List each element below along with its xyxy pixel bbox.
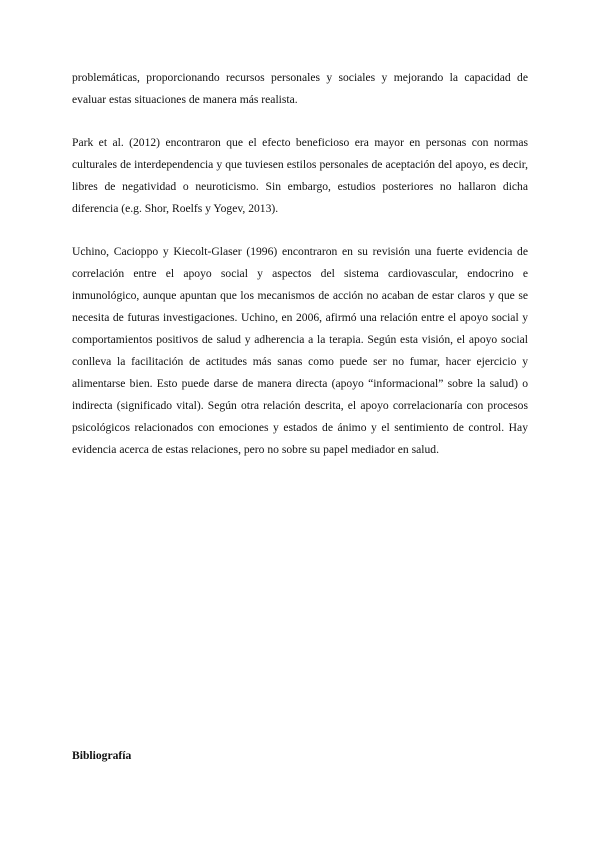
paragraph-uchino: Uchino, Cacioppo y Kiecolt-Glaser (1996) encontraron en su revisión una fuerte evidencia de correlación entre el apoyo social y aspectos del sistema cardiovascular, endocrino e inmunológico, aunque apuntan que los mecanismos de acción no acaban de estar claros y que se necesita de futuras investigaciones. Uchino, en 2006, afirmó una relación entre el apoyo social y comportamientos positivos de salud y adherencia a la terapia. Según esta visión, el apoyo social conlleva la facilitación de actitudes más sanas como puede ser no fumar, hacer ejercicio y alimentarse bien. Esto puede darse de manera directa (apoyo “informacional” sobre la salud) o indirecta (significado vital). Según otra relación descrita, el apoyo correlacionaría con procesos psicológicos relacionados con emociones y estados de ánimo y el sentimiento de control. Hay evidencia acerca de estas relaciones, pero no sobre su papel mediador en salud.	[72, 245, 528, 456]
paragraph-continuation: problemáticas, proporcionando recursos personales y sociales y mejorando la capacidad de evaluar estas situaciones de manera más realista.	[72, 71, 528, 106]
section-heading-bibliografia: Bibliografía	[72, 749, 132, 762]
paragraph-park-et-al: Park et al. (2012) encontraron que el efecto beneficioso era mayor en personas con normas culturales de interdependencia y que tuviesen estilos personales de aceptación del apoyo, es decir, libres de negatividad o neuroticismo. Sin embargo, estudios posteriores no hallaron dicha diferencia (e.g. Shor, Roelfs y Yogev, 2013).	[72, 136, 528, 215]
